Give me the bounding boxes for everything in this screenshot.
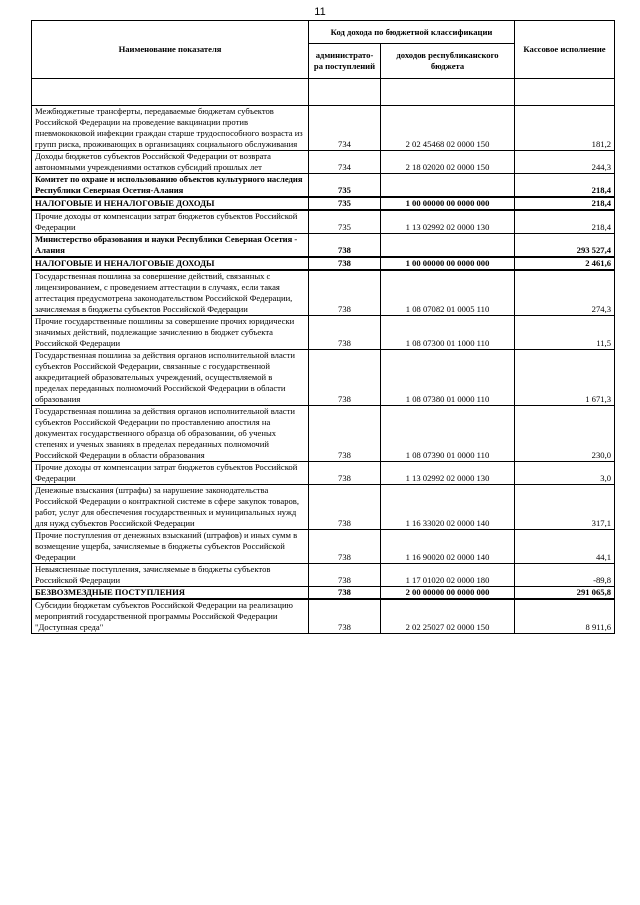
table-row (32, 350, 615, 406)
row-code: 2 00 00000 00 0000 000 (381, 587, 515, 600)
row-amount: 317,1 (515, 485, 615, 530)
row-amount: 3,0 (515, 462, 615, 485)
row-name: НАЛОГОВЫЕ И НЕНАЛОГОВЫЕ ДОХОДЫ (32, 257, 309, 270)
row-code: 1 08 07082 01 0005 110 (381, 270, 515, 316)
row-name: Государственная пошлина за действия органов исполнительной власти субъектов Российской Федерации, связанные с государственной аккредитацией образовательных учреждений, осуществляемой в пределах переданных полномочий Российской Федерации в области образования (32, 350, 309, 406)
row-name: Прочие доходы от компенсации затрат бюджетов субъектов Российской Федерации (32, 210, 309, 234)
table-row (32, 462, 615, 485)
row-admin: 738 (309, 485, 381, 530)
row-admin: 738 (309, 564, 381, 587)
row-admin: 734 (309, 106, 381, 151)
row-amount: 8 911,6 (515, 599, 615, 634)
row-amount: 2 461,6 (515, 257, 615, 270)
table-row (32, 174, 615, 198)
row-amount: 218,4 (515, 174, 615, 198)
row-code: 2 18 02020 02 0000 150 (381, 151, 515, 174)
row-code: 1 13 02992 02 0000 130 (381, 462, 515, 485)
header-income: доходов республиканского бюджета (381, 44, 515, 79)
row-admin: 738 (309, 270, 381, 316)
row-code: 1 00 00000 00 0000 000 (381, 257, 515, 270)
row-name: Министерство образования и науки Республики Северная Осетия - Алания (32, 234, 309, 258)
row-amount: 291 065,8 (515, 587, 615, 600)
row-amount: 293 527,4 (515, 234, 615, 258)
row-admin: 738 (309, 234, 381, 258)
row-admin: 735 (309, 197, 381, 210)
row-name: Доходы бюджетов субъектов Российской Федерации от возврата автономными учреждениями остатков субсидий прошлых лет (32, 151, 309, 174)
row-code: 1 08 07380 01 0000 110 (381, 350, 515, 406)
row-admin: 738 (309, 462, 381, 485)
row-name: Денежные взыскания (штрафы) за нарушение законодательства Российской Федерации о контрактной системе в сфере закупок товаров, работ, услуг для обеспечения государственных и муниципальных нужд для нужд субъектов Российской Федерации (32, 485, 309, 530)
row-amount: 244,3 (515, 151, 615, 174)
row-name: Субсидии бюджетам субъектов Российской Федерации на реализацию мероприятий государственной программы Российской Федерации "Доступная среда" (32, 599, 309, 634)
row-name: НАЛОГОВЫЕ И НЕНАЛОГОВЫЕ ДОХОДЫ (32, 197, 309, 210)
row-admin: 735 (309, 210, 381, 234)
table-row (32, 587, 615, 600)
row-code: 1 16 33020 02 0000 140 (381, 485, 515, 530)
row-admin: 738 (309, 599, 381, 634)
header-amount: Кассовое исполнение (515, 21, 615, 79)
row-name: Государственная пошлина за совершение действий, связанных с лицензированием, с проведением аттестации в случаях, если такая аттестация предусмотрена законодательством Российской Федерации, зачисляемая в бюджеты субъектов Российской Федерации (32, 270, 309, 316)
row-code: 1 16 90020 02 0000 140 (381, 530, 515, 564)
row-admin: 738 (309, 587, 381, 600)
table-row (32, 197, 615, 210)
row-code: 1 08 07300 01 1000 110 (381, 316, 515, 350)
row-admin: 738 (309, 316, 381, 350)
row-code: 1 13 02992 02 0000 130 (381, 210, 515, 234)
table-row (32, 485, 615, 530)
page-number: 11 (314, 6, 326, 18)
table-row (32, 106, 615, 151)
row-name: Прочие доходы от компенсации затрат бюджетов субъектов Российской Федерации (32, 462, 309, 485)
row-amount: 44,1 (515, 530, 615, 564)
row-amount: 11,5 (515, 316, 615, 350)
header-admin: администрато-ра поступлений (309, 44, 381, 79)
table-row (32, 316, 615, 350)
table-row (32, 257, 615, 270)
row-code: 2 02 45468 02 0000 150 (381, 106, 515, 151)
row-amount: 218,4 (515, 210, 615, 234)
row-admin: 738 (309, 406, 381, 462)
revenue-table (31, 20, 615, 634)
row-name: Прочие поступления от денежных взысканий (штрафов) и иных сумм в возмещение ущерба, зачисляемые в бюджеты субъектов Российской Федерации (32, 530, 309, 564)
row-amount: 218,4 (515, 197, 615, 210)
row-code: 1 00 00000 00 0000 000 (381, 197, 515, 210)
row-name: БЕЗВОЗМЕЗДНЫЕ ПОСТУПЛЕНИЯ (32, 587, 309, 600)
spacer-row (32, 79, 615, 106)
row-name: Комитет по охране и использованию объектов культурного наследия Республики Северная Осетия-Алания (32, 174, 309, 198)
table-row (32, 234, 615, 258)
table-row (32, 564, 615, 587)
row-admin: 738 (309, 530, 381, 564)
row-admin: 735 (309, 174, 381, 198)
table-row (32, 270, 615, 316)
row-code: 1 08 07390 01 0000 110 (381, 406, 515, 462)
row-amount: 1 671,3 (515, 350, 615, 406)
row-admin: 734 (309, 151, 381, 174)
table-row (32, 599, 615, 634)
header-name: Наименование показателя (32, 21, 309, 79)
row-code: 1 17 01020 02 0000 180 (381, 564, 515, 587)
table-row (32, 210, 615, 234)
table-row (32, 530, 615, 564)
table-row (32, 406, 615, 462)
row-admin: 738 (309, 257, 381, 270)
row-code (381, 234, 515, 258)
row-code (381, 174, 515, 198)
row-name: Межбюджетные трансферты, передаваемые бюджетам субъектов Российской Федерации на проведение вакцинации против пневмококковой инфекции граждан старше трудоспособного возраста из групп риска, проживающих в организациях социального обслуживания (32, 106, 309, 151)
row-admin: 738 (309, 350, 381, 406)
row-name: Прочие государственные пошлины за совершение прочих юридически значимых действий, подлежащие зачислению в бюджет субъекта Российской Федерации (32, 316, 309, 350)
table-row (32, 151, 615, 174)
row-code: 2 02 25027 02 0000 150 (381, 599, 515, 634)
row-name: Государственная пошлина за действия органов исполнительной власти субъектов Российской Федерации по проставлению апостиля на документах государственного образца об образовании, об ученых степенях и ученых званиях в пределах переданных полномочий Российской Федерации в области образования (32, 406, 309, 462)
row-amount: 230,0 (515, 406, 615, 462)
row-amount: 274,3 (515, 270, 615, 316)
header-code-group: Код дохода по бюджетной классификации (309, 21, 515, 44)
row-amount: 181,2 (515, 106, 615, 151)
row-amount: -89,8 (515, 564, 615, 587)
row-name: Невыясненные поступления, зачисляемые в бюджеты субъектов Российской Федерации (32, 564, 309, 587)
